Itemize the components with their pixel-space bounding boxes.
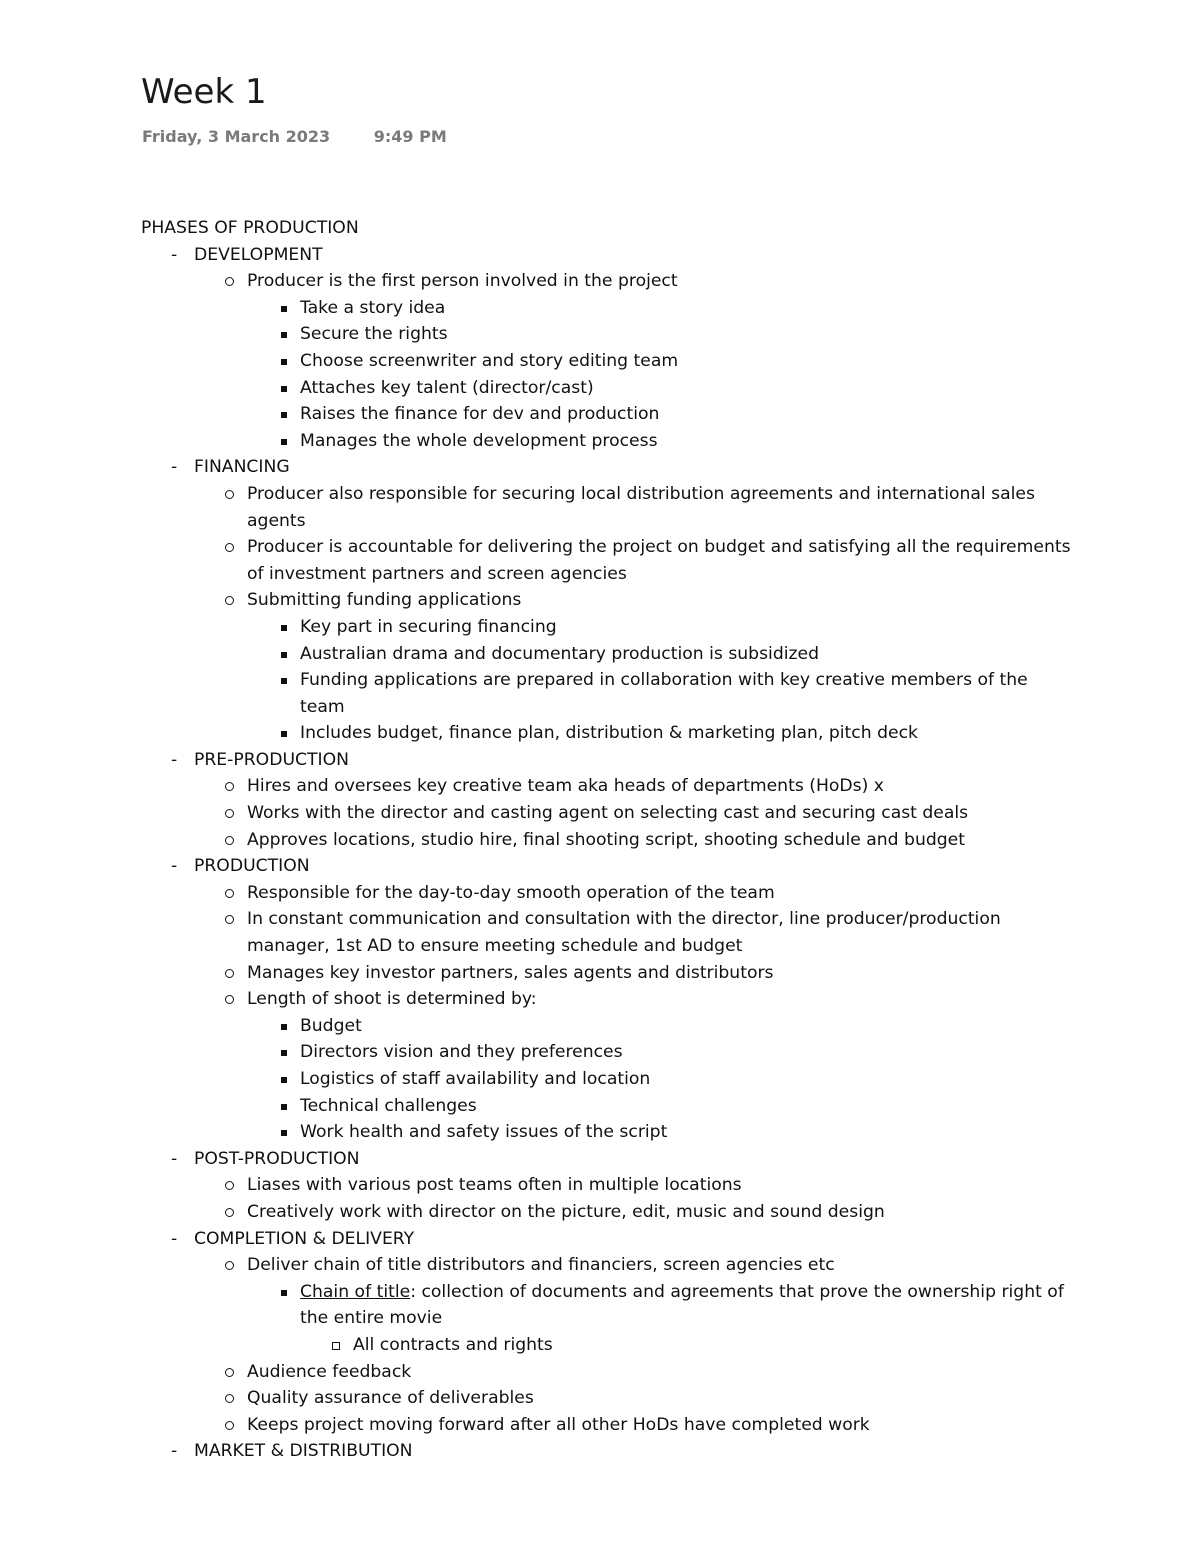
sub-list-item-text: Technical challenges	[300, 1095, 477, 1116]
sub-list-item	[247, 401, 1071, 428]
sub-list-item	[247, 428, 1071, 455]
list-item-text: Works with the director and casting agent on selecting cast and securing cast deals	[247, 803, 969, 824]
sub-list-item-text: Includes budget, finance plan, distribution & marketing plan, pitch deck	[300, 723, 918, 744]
nested-sub-list-item-text: All contracts and rights	[353, 1334, 553, 1355]
phase-item	[141, 1146, 1071, 1226]
sub-list-item	[247, 295, 1071, 322]
sub-list-item-text: Funding applications are prepared in collaboration with key creative members of the team	[300, 670, 1028, 717]
sub-list	[247, 1013, 1071, 1146]
list-item-text: Liases with various post teams often in multiple locations	[247, 1175, 742, 1196]
nested-sub-list	[300, 1332, 1071, 1359]
sub-list-item-text: Logistics of staff availability and location	[300, 1069, 651, 1089]
phase-item	[141, 454, 1071, 747]
list-item	[194, 481, 1071, 534]
sub-list-item-text: Key part in securing financing	[300, 616, 557, 637]
list-item-text: Submitting funding applications	[247, 590, 522, 611]
sub-list-item	[247, 1039, 1071, 1066]
sub-list-item	[247, 641, 1071, 668]
page-title: Week 1	[141, 72, 267, 112]
sub-list-item	[247, 614, 1071, 641]
phase-label: FINANCING	[194, 457, 290, 478]
list-item	[194, 880, 1071, 907]
sub-list-item-text: Take a story idea	[300, 297, 446, 318]
list-item	[194, 1412, 1071, 1439]
list-item	[194, 1385, 1071, 1412]
list-item	[194, 534, 1071, 587]
phase-label: PRE-PRODUCTION	[194, 749, 349, 770]
phase-item	[141, 1438, 1071, 1465]
sub-list	[247, 295, 1071, 455]
sub-list-item-text: Budget	[300, 1015, 362, 1036]
phase-item	[141, 1226, 1071, 1439]
list-item-text: Producer is the first person involved in the project	[247, 271, 678, 292]
sub-list-item	[247, 375, 1071, 402]
phase-label: DEVELOPMENT	[194, 244, 323, 265]
sub-list-item	[247, 348, 1071, 375]
note-date: Friday, 3 March 2023	[142, 127, 331, 146]
phase-label: POST-PRODUCTION	[194, 1148, 360, 1169]
list-item	[194, 1252, 1071, 1358]
phase-detail-list	[194, 773, 1071, 853]
term-label: Chain of title	[300, 1281, 411, 1302]
sub-list-item	[247, 720, 1071, 747]
list-item	[194, 986, 1071, 1146]
sub-list-item	[247, 321, 1071, 348]
note-body	[141, 215, 1071, 1465]
list-item-text: Quality assurance of deliverables	[247, 1388, 534, 1409]
list-item-text: Hires and oversees key creative team aka heads of departments (HoDs) x	[247, 776, 884, 797]
list-item-text: Length of shoot is determined by:	[247, 989, 537, 1010]
sub-list-item	[247, 1066, 1071, 1093]
sub-list-item	[247, 1093, 1071, 1120]
sub-list	[247, 614, 1071, 747]
note-metadata	[142, 127, 447, 146]
phase-detail-list	[194, 268, 1071, 454]
sub-list-item-text: Attaches key talent (director/cast)	[300, 377, 594, 398]
sub-list-item-text: Australian drama and documentary production is subsidized	[300, 643, 820, 664]
list-item-text: Producer is accountable for delivering the project on budget and satisfying all the requirements of investment partners and screen agencies	[247, 537, 1071, 584]
list-item-text: Producer also responsible for securing local distribution agreements and international sales agents	[247, 483, 1035, 531]
list-item	[194, 960, 1071, 987]
list-item	[194, 1359, 1071, 1386]
list-item	[194, 268, 1071, 454]
sub-list	[247, 1279, 1071, 1359]
list-item-text: Manages key investor partners, sales agents and distributors	[247, 962, 774, 983]
phase-detail-list	[194, 1172, 1071, 1225]
list-item	[194, 1199, 1071, 1226]
list-item-text: Approves locations, studio hire, final shooting script, shooting schedule and budget	[247, 829, 965, 850]
sub-list-item-text: Work health and safety issues of the script	[300, 1122, 668, 1143]
list-item	[194, 906, 1071, 959]
phase-item	[141, 853, 1071, 1146]
term-definition: : collection of documents and agreements that prove the ownership right of the entire movie	[300, 1281, 1064, 1329]
sub-list-item-text: Choose screenwriter and story editing team	[300, 350, 679, 371]
phase-label: COMPLETION & DELIVERY	[194, 1228, 415, 1249]
phase-detail-list	[194, 880, 1071, 1146]
list-item	[194, 800, 1071, 827]
phase-detail-list	[194, 1252, 1071, 1438]
phase-item	[141, 747, 1071, 853]
note-time: 9:49 PM	[373, 127, 447, 146]
list-item	[194, 1172, 1071, 1199]
sub-list-item-text: Secure the rights	[300, 324, 448, 345]
phase-label: PRODUCTION	[194, 856, 310, 877]
list-item-text: Keeps project moving forward after all other HoDs have completed work	[247, 1414, 870, 1435]
sub-list-item	[247, 1279, 1071, 1359]
sub-list-item-text: Raises the finance for dev and production	[300, 404, 660, 425]
sub-list-item-text: Manages the whole development process	[300, 430, 658, 451]
sub-list-item	[247, 1013, 1071, 1040]
phase-list	[141, 242, 1071, 1465]
list-item	[194, 773, 1071, 800]
sub-list-item	[247, 667, 1071, 720]
phase-item	[141, 242, 1071, 455]
section-heading: PHASES OF PRODUCTION	[141, 218, 359, 238]
phase-label: MARKET & DISTRIBUTION	[194, 1441, 413, 1462]
list-item-text: In constant communication and consultation with the director, line producer/production manager, 1st AD to ensure meeting schedule and budget	[247, 909, 1001, 957]
sub-list-item	[247, 1119, 1071, 1146]
phase-detail-list	[194, 481, 1071, 747]
nested-sub-list-item	[300, 1332, 1071, 1359]
sub-list-item-text: Directors vision and they preferences	[300, 1042, 623, 1063]
list-item	[194, 827, 1071, 854]
list-item-text: Audience feedback	[247, 1361, 412, 1382]
list-item-text: Deliver chain of title distributors and financiers, screen agencies etc	[247, 1255, 835, 1276]
list-item	[194, 587, 1071, 747]
list-item-text: Responsible for the day-to-day smooth operation of the team	[247, 882, 775, 903]
list-item-text: Creatively work with director on the picture, edit, music and sound design	[247, 1201, 885, 1222]
